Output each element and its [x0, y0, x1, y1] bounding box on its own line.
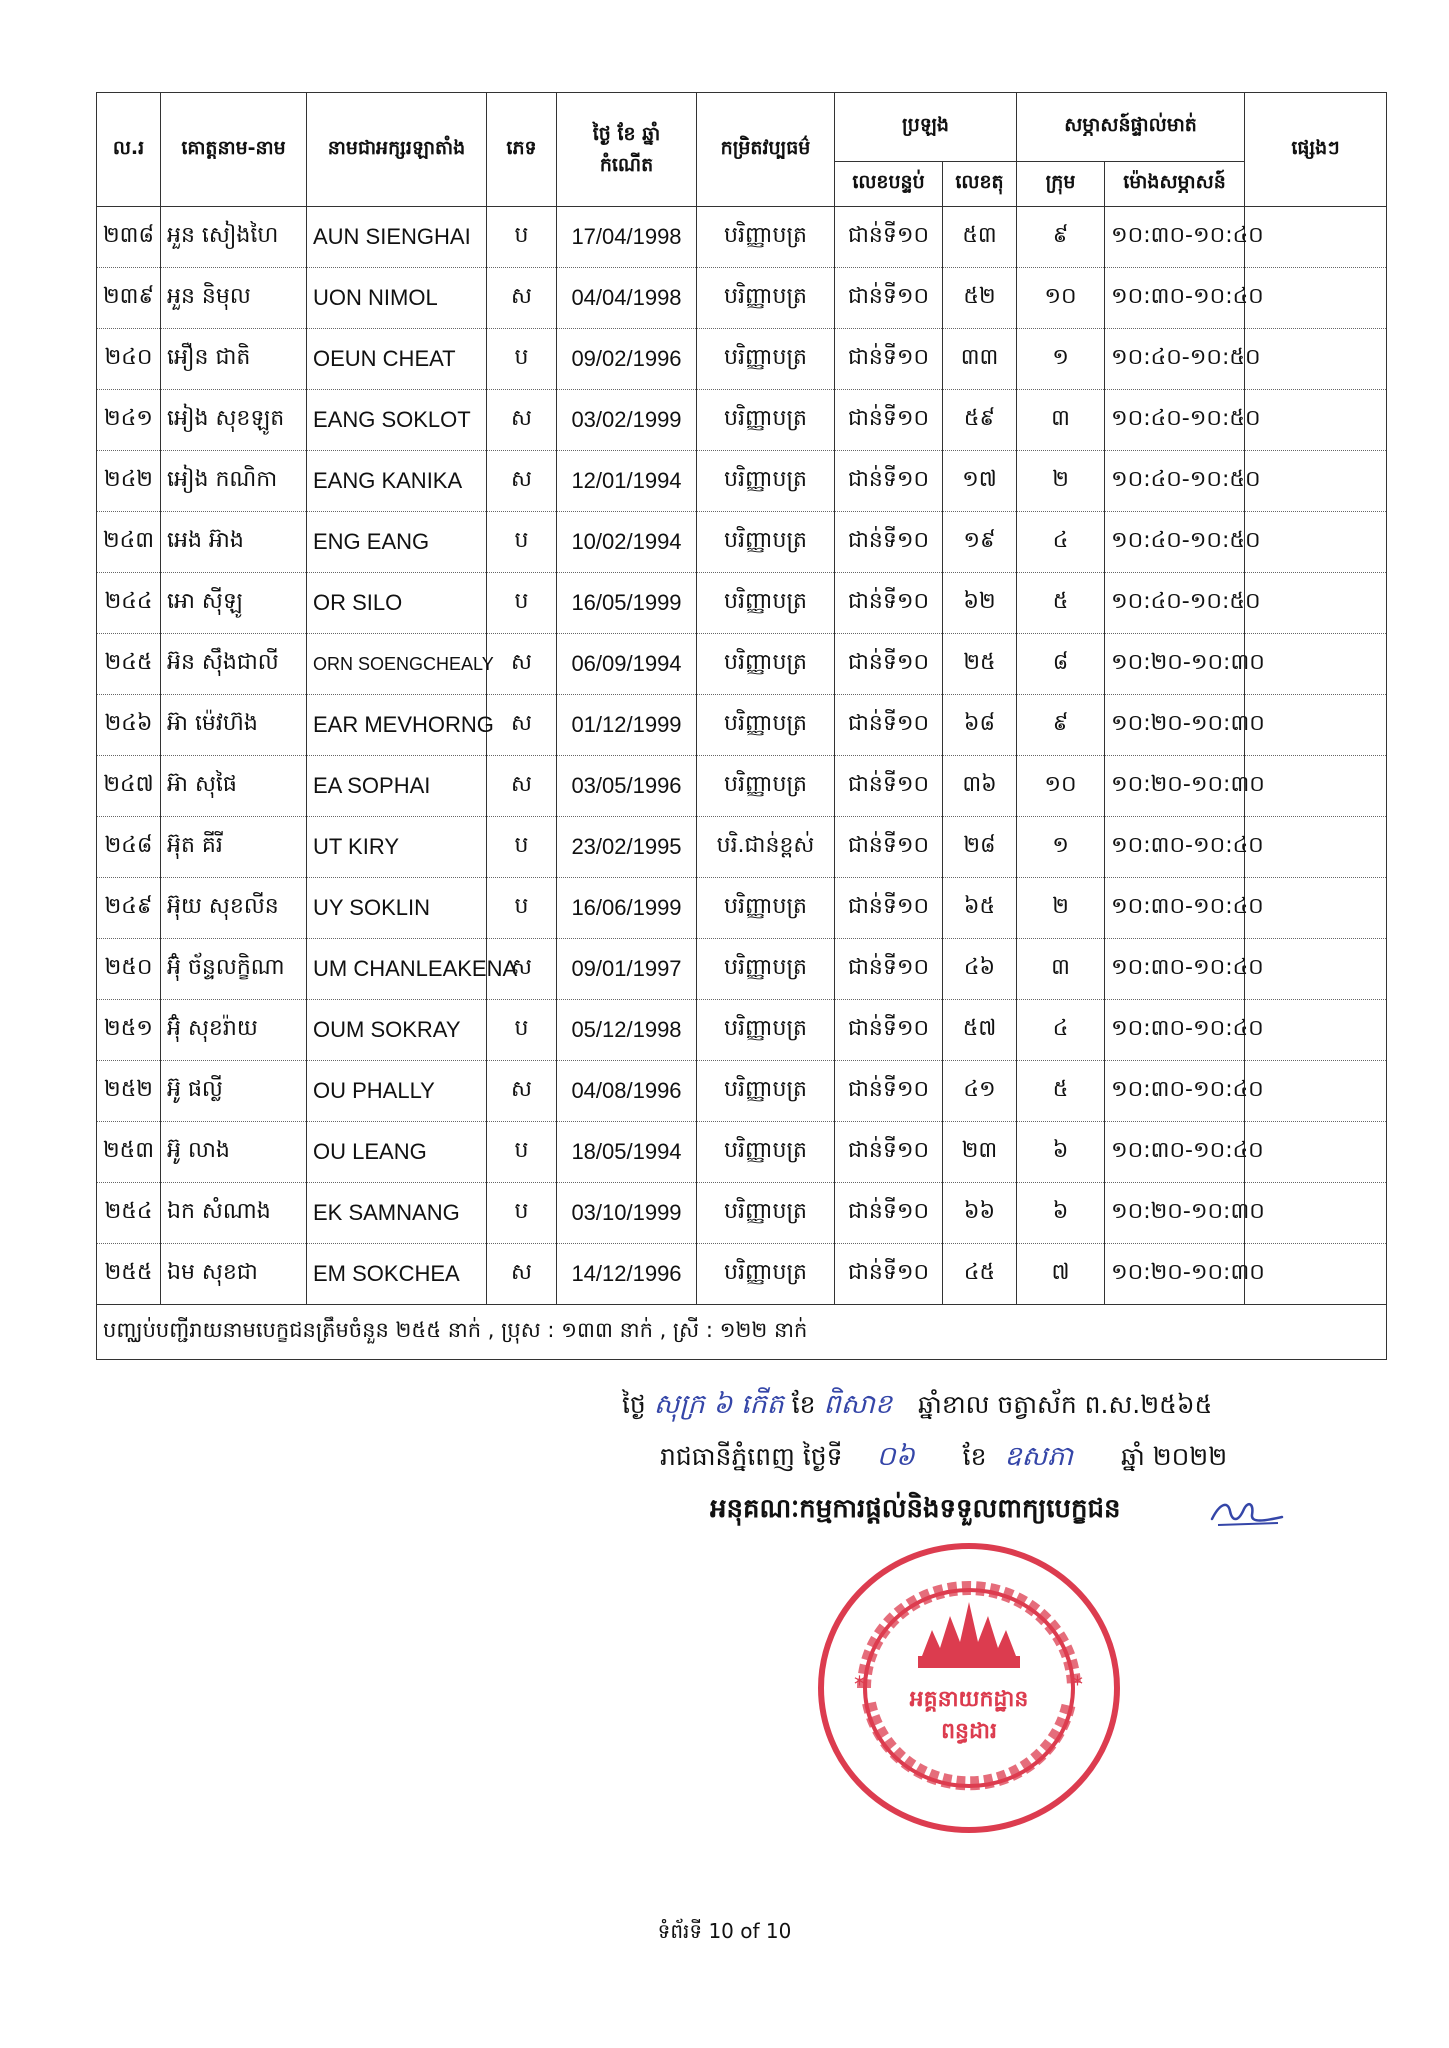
cell-interview-group: ៧ [1017, 1244, 1105, 1305]
cell-exam-room: ជាន់ទី១០ [835, 573, 943, 634]
cell-interview-group: ៩ [1017, 695, 1105, 756]
cell-degree: បរិញ្ញាបត្រ [697, 756, 835, 817]
cell-sex: ស [487, 390, 557, 451]
table-row [97, 1122, 1387, 1183]
cell-khmer-name: ឯម សុខជា [161, 1244, 307, 1305]
cell-interview-time: ១០:២០-១០:៣០ [1105, 1244, 1245, 1305]
city-date-prefix: រាជធានីភ្នំពេញ ថ្ងៃទី [660, 1442, 843, 1471]
cell-degree: បរិញ្ញាបត្រ [697, 573, 835, 634]
cell-exam-seat: ៣៦ [943, 756, 1017, 817]
cell-latin-name: UT KIRY [307, 817, 487, 878]
cell-exam-room: ជាន់ទី១០ [835, 1061, 943, 1122]
header-sex: ភេទ [487, 93, 557, 207]
cell-no: ២៤០ [97, 329, 161, 390]
cell-exam-room: ជាន់ទី១០ [835, 695, 943, 756]
cell-dob: 23/02/1995 [557, 817, 697, 878]
table-row [97, 207, 1387, 268]
city-date-line [660, 1440, 1227, 1479]
cell-other [1245, 207, 1387, 268]
table-row [97, 634, 1387, 695]
cell-sex: ស [487, 268, 557, 329]
cell-no: ២៥៤ [97, 1183, 161, 1244]
cell-interview-time: ១០:៣០-១០:៤០ [1105, 939, 1245, 1000]
cell-khmer-name: អ៊ា សុផៃ [161, 756, 307, 817]
cell-other [1245, 329, 1387, 390]
cell-dob: 04/04/1998 [557, 268, 697, 329]
official-seal-icon [814, 1538, 1124, 1838]
cell-khmer-name: អ៊ូ លាង [161, 1122, 307, 1183]
cell-other [1245, 1183, 1387, 1244]
cell-exam-room: ជាន់ទី១០ [835, 1183, 943, 1244]
cell-other [1245, 634, 1387, 695]
cell-interview-time: ១០:៤០-១០:៥០ [1105, 573, 1245, 634]
cell-sex: ប [487, 207, 557, 268]
cell-khmer-name: អ៊ុំ ច័ន្ទលក្ខិណា [161, 939, 307, 1000]
cell-dob: 06/09/1994 [557, 634, 697, 695]
cell-degree: បរិញ្ញាបត្រ [697, 1122, 835, 1183]
cell-latin-name: UM CHANLEAKENA [307, 939, 487, 1000]
candidate-table [96, 92, 1387, 1360]
header-dob: ថ្ងៃ ខែ ឆ្នាំ កំណើត [557, 93, 697, 207]
svg-text:ពន្ធដារ: ពន្ធដារ [941, 1719, 997, 1744]
cell-exam-room: ជាន់ទី១០ [835, 207, 943, 268]
cell-exam-room: ជាន់ទី១០ [835, 817, 943, 878]
year: ឆ្នាំ ២០២២ [1120, 1442, 1228, 1471]
cell-exam-seat: ៦៥ [943, 878, 1017, 939]
cell-exam-seat: ២៨ [943, 817, 1017, 878]
cell-dob: 18/05/1994 [557, 1122, 697, 1183]
header-exam-seat: លេខតុ [943, 162, 1017, 207]
lunar-date-line [622, 1388, 1212, 1427]
cell-exam-seat: ៦២ [943, 573, 1017, 634]
lunar-year: ឆ្នាំខាល ចត្វាស័ក ព.ស.២៥៦៥ [918, 1390, 1213, 1419]
cell-other [1245, 268, 1387, 329]
table-body [97, 207, 1387, 1305]
cell-latin-name: EK SAMNANG [307, 1183, 487, 1244]
day-handwritten: ០៦ [876, 1441, 915, 1472]
cell-interview-time: ១០:២០-១០:៣០ [1105, 756, 1245, 817]
cell-interview-time: ១០:៣០-១០:៤០ [1105, 207, 1245, 268]
cell-degree: បរិញ្ញាបត្រ [697, 1000, 835, 1061]
signer-title: អនុគណៈកម្មការផ្តល់និងទទួលពាក្យបេក្ខជន [710, 1494, 1121, 1524]
cell-no: ២៥៣ [97, 1122, 161, 1183]
cell-dob: 14/12/1996 [557, 1244, 697, 1305]
header-no: ល.រ [97, 93, 161, 207]
cell-interview-time: ១០:៤០-១០:៥០ [1105, 390, 1245, 451]
cell-latin-name: OEUN CHEAT [307, 329, 487, 390]
header-interview: សម្ភាសន៍ផ្ទាល់មាត់ [1017, 93, 1245, 162]
cell-interview-group: ៣ [1017, 939, 1105, 1000]
table-row [97, 939, 1387, 1000]
cell-degree: បរិញ្ញាបត្រ [697, 695, 835, 756]
cell-dob: 01/12/1999 [557, 695, 697, 756]
cell-interview-group: ២ [1017, 451, 1105, 512]
cell-interview-time: ១០:៣០-១០:៤០ [1105, 1000, 1245, 1061]
cell-interview-group: ៦ [1017, 1122, 1105, 1183]
table-row [97, 451, 1387, 512]
cell-sex: ប [487, 1183, 557, 1244]
cell-interview-group: ៥ [1017, 573, 1105, 634]
cell-khmer-name: អ៊ុត គីរី [161, 817, 307, 878]
month-handwritten: ឧសភា [1004, 1441, 1073, 1472]
cell-no: ២៣៨ [97, 207, 161, 268]
cell-no: ២៤៣ [97, 512, 161, 573]
cell-interview-group: ១០ [1017, 756, 1105, 817]
cell-exam-seat: ៤១ [943, 1061, 1017, 1122]
cell-other [1245, 756, 1387, 817]
svg-text:*: * [1072, 1673, 1083, 1698]
svg-text:*: * [854, 1673, 865, 1698]
cell-dob: 03/10/1999 [557, 1183, 697, 1244]
header-degree: កម្រិតវប្បធម៌ [697, 93, 835, 207]
cell-dob: 12/01/1994 [557, 451, 697, 512]
cell-dob: 09/01/1997 [557, 939, 697, 1000]
cell-sex: ស [487, 695, 557, 756]
cell-sex: ស [487, 634, 557, 695]
cell-no: ២៤៨ [97, 817, 161, 878]
cell-latin-name: EANG KANIKA [307, 451, 487, 512]
cell-dob: 04/08/1996 [557, 1061, 697, 1122]
table-row [97, 1061, 1387, 1122]
table-row [97, 878, 1387, 939]
cell-interview-time: ១០:៤០-១០:៥០ [1105, 451, 1245, 512]
cell-exam-room: ជាន់ទី១០ [835, 390, 943, 451]
cell-sex: ប [487, 573, 557, 634]
cell-degree: បរិញ្ញាបត្រ [697, 878, 835, 939]
cell-exam-room: ជាន់ទី១០ [835, 329, 943, 390]
cell-exam-seat: ៥៩ [943, 390, 1017, 451]
header-latin-name: នាមជាអក្សរឡាតាំង [307, 93, 487, 207]
cell-latin-name: EA SOPHAI [307, 756, 487, 817]
cell-exam-seat: ៤៥ [943, 1244, 1017, 1305]
lunar-date-prefix: ថ្ងៃ [622, 1390, 646, 1419]
cell-exam-room: ជាន់ទី១០ [835, 634, 943, 695]
cell-degree: បរិញ្ញាបត្រ [697, 939, 835, 1000]
cell-interview-group: ៨ [1017, 634, 1105, 695]
cell-latin-name: UY SOKLIN [307, 878, 487, 939]
cell-other [1245, 573, 1387, 634]
cell-sex: ប [487, 512, 557, 573]
cell-khmer-name: អ៊ា ម៉េវហ៊ង [161, 695, 307, 756]
cell-latin-name: EM SOKCHEA [307, 1244, 487, 1305]
cell-degree: បរិញ្ញាបត្រ [697, 390, 835, 451]
header-exam-room: លេខបន្ទប់ [835, 162, 943, 207]
cell-khmer-name: អ៊ុំ សុខរ៉ាយ [161, 1000, 307, 1061]
cell-interview-group: ៦ [1017, 1183, 1105, 1244]
cell-interview-time: ១០:៤០-១០:៥០ [1105, 512, 1245, 573]
cell-exam-room: ជាន់ទី១០ [835, 1000, 943, 1061]
cell-interview-time: ១០:២០-១០:៣០ [1105, 634, 1245, 695]
cell-interview-time: ១០:២០-១០:៣០ [1105, 1183, 1245, 1244]
cell-degree: បរិញ្ញាបត្រ [697, 268, 835, 329]
cell-khmer-name: អេង អ៊ាង [161, 512, 307, 573]
cell-dob: 03/05/1996 [557, 756, 697, 817]
cell-degree: បរិញ្ញាបត្រ [697, 634, 835, 695]
cell-other [1245, 939, 1387, 1000]
cell-dob: 17/04/1998 [557, 207, 697, 268]
cell-latin-name: UON NIMOL [307, 268, 487, 329]
cell-latin-name: AUN SIENGHAI [307, 207, 487, 268]
cell-interview-group: ៩ [1017, 207, 1105, 268]
cell-exam-room: ជាន់ទី១០ [835, 878, 943, 939]
cell-interview-time: ១០:៣០-១០:៤០ [1105, 817, 1245, 878]
cell-exam-seat: ៥៣ [943, 207, 1017, 268]
cell-exam-room: ជាន់ទី១០ [835, 512, 943, 573]
cell-exam-room: ជាន់ទី១០ [835, 451, 943, 512]
cell-sex: ស [487, 939, 557, 1000]
cell-exam-room: ជាន់ទី១០ [835, 939, 943, 1000]
cell-no: ២៤១ [97, 390, 161, 451]
cell-exam-seat: ៤៦ [943, 939, 1017, 1000]
cell-other [1245, 1244, 1387, 1305]
cell-interview-group: ២ [1017, 878, 1105, 939]
cell-other [1245, 817, 1387, 878]
table-row [97, 329, 1387, 390]
cell-exam-seat: ៥២ [943, 268, 1017, 329]
cell-other [1245, 390, 1387, 451]
cell-interview-group: ១ [1017, 817, 1105, 878]
table-row [97, 512, 1387, 573]
cell-interview-time: ១០:៣០-១០:៤០ [1105, 1122, 1245, 1183]
cell-dob: 03/02/1999 [557, 390, 697, 451]
cell-other [1245, 512, 1387, 573]
cell-no: ២៤២ [97, 451, 161, 512]
cell-interview-group: ៥ [1017, 1061, 1105, 1122]
table-row [97, 817, 1387, 878]
cell-degree: បរិញ្ញាបត្រ [697, 1061, 835, 1122]
month-prefix: ខែ [962, 1442, 987, 1471]
cell-dob: 16/05/1999 [557, 573, 697, 634]
cell-exam-seat: ២៥ [943, 634, 1017, 695]
cell-khmer-name: អឿន ជាតិ [161, 329, 307, 390]
cell-interview-time: ១០:៤០-១០:៥០ [1105, 329, 1245, 390]
cell-exam-seat: ៣៣ [943, 329, 1017, 390]
table-summary: បញ្ឈប់បញ្ជីរាយនាមបេក្ខជនត្រឹមចំនួន ២៥៥ នាក់ , ប្រុស : ១៣៣ នាក់ , ស្រី : ១២២ នាក់ [97, 1305, 1387, 1360]
table-row [97, 1000, 1387, 1061]
cell-dob: 05/12/1998 [557, 1000, 697, 1061]
cell-interview-time: ១០:៣០-១០:៤០ [1105, 1061, 1245, 1122]
cell-other [1245, 1000, 1387, 1061]
cell-khmer-name: អ៊ុយ សុខលីន [161, 878, 307, 939]
cell-degree: បរិញ្ញាបត្រ [697, 1183, 835, 1244]
table-row [97, 695, 1387, 756]
cell-other [1245, 1122, 1387, 1183]
cell-interview-time: ១០:៣០-១០:៤០ [1105, 268, 1245, 329]
cell-latin-name: OR SILO [307, 573, 487, 634]
cell-khmer-name: អោ ស៊ីឡូ [161, 573, 307, 634]
table-row [97, 756, 1387, 817]
cell-sex: ប [487, 1000, 557, 1061]
cell-exam-seat: ២៣ [943, 1122, 1017, 1183]
cell-sex: ប [487, 817, 557, 878]
cell-dob: 10/02/1994 [557, 512, 697, 573]
cell-interview-group: ១០ [1017, 268, 1105, 329]
cell-sex: ប [487, 878, 557, 939]
cell-exam-room: ជាន់ទី១០ [835, 268, 943, 329]
lunar-month-handwritten: ពិសាខ [823, 1389, 893, 1420]
cell-latin-name: EAR MEVHORNG [307, 695, 487, 756]
cell-sex: ប [487, 1122, 557, 1183]
table-row [97, 573, 1387, 634]
cell-dob: 16/06/1999 [557, 878, 697, 939]
cell-exam-room: ជាន់ទី១០ [835, 1122, 943, 1183]
cell-no: ២៣៩ [97, 268, 161, 329]
cell-no: ២៤៤ [97, 573, 161, 634]
lunar-day-handwritten: សុក្រ ៦ កើត [653, 1389, 784, 1420]
cell-exam-seat: ៦៨ [943, 695, 1017, 756]
cell-other [1245, 1061, 1387, 1122]
cell-sex: ស [487, 756, 557, 817]
page-number: ទំព័រទី 10 of 10 [657, 1919, 792, 1943]
cell-latin-name: EANG SOKLOT [307, 390, 487, 451]
cell-degree: បរិញ្ញាបត្រ [697, 207, 835, 268]
signature-icon [1208, 1497, 1286, 1529]
cell-interview-group: ៣ [1017, 390, 1105, 451]
cell-khmer-name: អ៊ូ ផល្លី [161, 1061, 307, 1122]
cell-sex: ប [487, 329, 557, 390]
cell-no: ២៤៦ [97, 695, 161, 756]
header-interview-group: ក្រុម [1017, 162, 1105, 207]
cell-sex: ស [487, 1061, 557, 1122]
cell-khmer-name: អៀង កណិកា [161, 451, 307, 512]
cell-interview-time: ១០:២០-១០:៣០ [1105, 695, 1245, 756]
cell-exam-seat: ១៩ [943, 512, 1017, 573]
cell-latin-name: OU LEANG [307, 1122, 487, 1183]
lunar-month-prefix: ខែ [791, 1390, 816, 1419]
header-interview-time: ម៉ោងសម្ភាសន៍ [1105, 162, 1245, 207]
cell-interview-group: ១ [1017, 329, 1105, 390]
cell-exam-seat: ១៧ [943, 451, 1017, 512]
cell-no: ២៥៥ [97, 1244, 161, 1305]
table-row [97, 390, 1387, 451]
cell-exam-seat: ៦៦ [943, 1183, 1017, 1244]
cell-exam-room: ជាន់ទី១០ [835, 756, 943, 817]
cell-khmer-name: អួន និមុល [161, 268, 307, 329]
svg-text:អគ្គនាយកដ្ឋាន: អគ្គនាយកដ្ឋាន [909, 1687, 1029, 1712]
cell-no: ២៥១ [97, 1000, 161, 1061]
cell-interview-group: ៤ [1017, 512, 1105, 573]
cell-khmer-name: អ៊ន ស៊ឹងជាលី [161, 634, 307, 695]
cell-sex: ស [487, 1244, 557, 1305]
cell-other [1245, 451, 1387, 512]
cell-interview-group: ៤ [1017, 1000, 1105, 1061]
cell-exam-room: ជាន់ទី១០ [835, 1244, 943, 1305]
table-row [97, 268, 1387, 329]
cell-other [1245, 878, 1387, 939]
cell-dob: 09/02/1996 [557, 329, 697, 390]
cell-no: ២៤៥ [97, 634, 161, 695]
cell-khmer-name: អួន សៀងហៃ [161, 207, 307, 268]
cell-degree: បរិញ្ញាបត្រ [697, 329, 835, 390]
cell-khmer-name: អៀង សុខឡូត [161, 390, 307, 451]
cell-latin-name: OUM SOKRAY [307, 1000, 487, 1061]
cell-interview-time: ១០:៣០-១០:៤០ [1105, 878, 1245, 939]
cell-no: ២៥០ [97, 939, 161, 1000]
cell-no: ២៤៩ [97, 878, 161, 939]
table-row [97, 1183, 1387, 1244]
cell-no: ២៥២ [97, 1061, 161, 1122]
cell-degree: បរិញ្ញាបត្រ [697, 451, 835, 512]
cell-other [1245, 695, 1387, 756]
header-khmer-name: គោត្តនាម-នាម [161, 93, 307, 207]
cell-degree: បរិញ្ញាបត្រ [697, 512, 835, 573]
cell-latin-name: ORN SOENGCHEALY [307, 634, 487, 695]
cell-degree: បរិ.ជាន់ខ្ពស់ [697, 817, 835, 878]
cell-khmer-name: ឯក សំណាង [161, 1183, 307, 1244]
cell-degree: បរិញ្ញាបត្រ [697, 1244, 835, 1305]
header-exam: ប្រឡង [835, 93, 1017, 162]
cell-no: ២៤៧ [97, 756, 161, 817]
table-row [97, 1244, 1387, 1305]
cell-latin-name: OU PHALLY [307, 1061, 487, 1122]
cell-sex: ស [487, 451, 557, 512]
header-other: ផ្សេងៗ [1245, 93, 1387, 207]
cell-latin-name: ENG EANG [307, 512, 487, 573]
cell-exam-seat: ៥៧ [943, 1000, 1017, 1061]
